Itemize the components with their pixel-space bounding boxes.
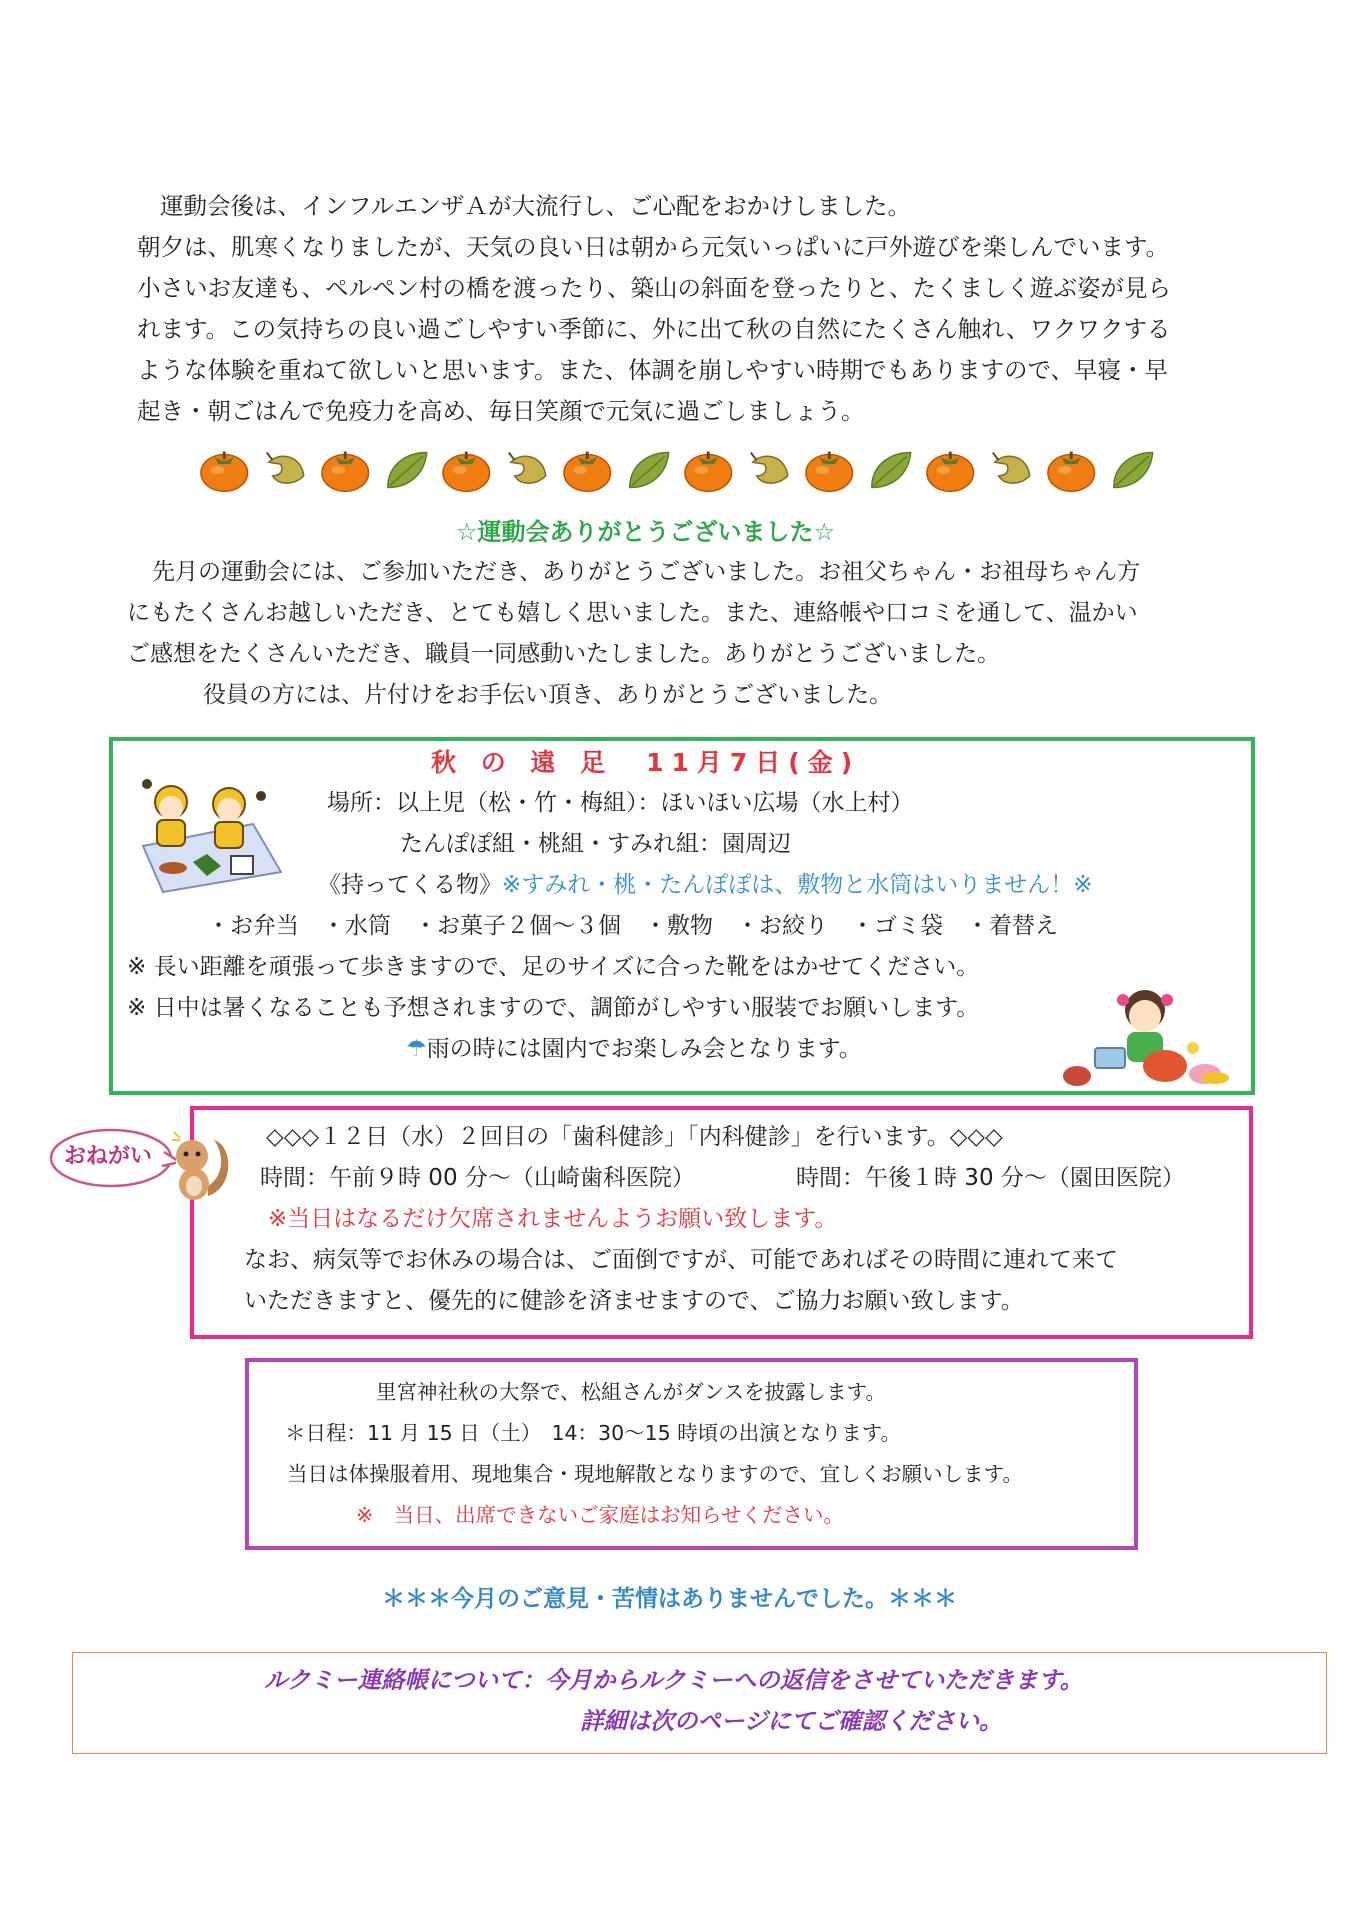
bring-label: 《持ってくる物》 <box>318 872 502 898</box>
persimmon-icon <box>319 446 372 494</box>
opinion-notice: ＊＊＊今月のご意見・苦情はありませんでした。＊＊＊ <box>382 1586 957 1612</box>
leaf-icon <box>380 446 433 494</box>
thanks-heading: ☆運動会ありがとうございました☆ <box>456 518 836 546</box>
excursion-place-younger: たんぽぽ組・桃組・すみれ組：園周辺 <box>400 831 791 857</box>
persimmon-icon <box>1045 446 1098 494</box>
checkup-note-line: なお、病気等でお休みの場合は、ご面倒ですが、可能であればその時間に連れて来て <box>244 1247 1118 1273</box>
thanks-line: にもたくさんお越しいただき、とても嬉しく思いました。また、連絡帳や口コミを通して、温かい <box>127 600 1138 626</box>
lukumi-line: ルクミー連絡帳について：今月からルクミーへの返信をさせていただきます。 <box>264 1666 1084 1694</box>
thanks-line: 役員の方には、片付けをお手伝い頂き、ありがとうございました。 <box>203 682 893 708</box>
picnic-children-illustration <box>133 776 285 896</box>
persimmon-icon <box>198 446 251 494</box>
persimmon-icon <box>682 446 735 494</box>
festival-note: ※ 当日、出席できないご家庭はお知らせください。 <box>356 1503 845 1527</box>
festival-schedule: ＊日程：11 月 15 日（土） 14：30～15 時頃の出演となります。 <box>285 1421 902 1445</box>
curled-leaf-icon <box>259 446 312 494</box>
leaf-icon <box>1106 446 1159 494</box>
excursion-place-older: 場所：以上児（松・竹・梅組）：ほいほい広場（水上村） <box>327 790 914 816</box>
onegai-badge <box>46 1122 176 1194</box>
excursion-rain <box>406 1036 862 1064</box>
umbrella-icon: ☂ <box>406 1036 427 1062</box>
girl-packing-illustration <box>1055 978 1233 1090</box>
intro-line: 小さいお友達も、ペルペン村の橋を渡ったり、築山の斜面を登ったりと、たくましく遊ぶ姿が見ら <box>137 274 1171 302</box>
leaf-icon <box>622 446 675 494</box>
intro-line: ような体験を重ねて欲しいと思います。また、体調を崩しやすい時期でもありますので、早寝・早 <box>137 356 1169 384</box>
excursion-bring <box>318 872 1093 900</box>
squirrel-icon <box>168 1126 234 1204</box>
persimmon-icon <box>924 446 977 494</box>
persimmon-icon <box>440 446 493 494</box>
checkup-time-medical: 時間：午後１時 30 分～（園田医院） <box>796 1165 1185 1191</box>
excursion-note-shoes: ※ 長い距離を頑張って歩きますので、足のサイズに合った靴をはかせてください。 <box>127 954 980 980</box>
persimmon-icon <box>803 446 856 494</box>
curled-leaf-icon <box>501 446 554 494</box>
checkup-note-line: いただきますと、優先的に健診を済ませますので、ご協力お願い致します。 <box>244 1288 1024 1314</box>
festival-line: 当日は体操服着用、現地集合・現地解散となりますので、宜しくお願いします。 <box>287 1462 1023 1486</box>
bring-note: ※すみれ・桃・たんぽぽは、敷物と水筒はいりません！※ <box>502 872 1093 898</box>
intro-line: れます。この気持ちの良い過ごしやすい季節に、外に出て秋の自然にたくさん触れ、ワクワクする <box>137 315 1171 343</box>
persimmon-leaf-border <box>198 445 1158 495</box>
persimmon-icon <box>561 446 614 494</box>
intro-line: 起き・朝ごはんで免疫力を高め、毎日笑顔で元気に過ごしましょう。 <box>137 397 865 425</box>
checkup-warning: ※当日はなるだけ欠席されませんようお願い致します。 <box>268 1206 838 1232</box>
excursion-items-list: ・お弁当 ・水筒 ・お菓子２個～３個 ・敷物 ・お絞り ・ゴミ袋 ・着替え <box>207 913 1058 939</box>
intro-line: 運動会後は、インフルエンザＡが大流行し、ご心配をおかけしました。 <box>160 192 912 220</box>
rain-text: 雨の時には園内でお楽しみ会となります。 <box>426 1036 862 1062</box>
excursion-note-clothes: ※ 日中は暑くなることも予想されますので、調節がしやすい服装でお願いします。 <box>127 995 980 1021</box>
checkup-time-dental: 時間：午前９時 00 分～（山崎歯科医院） <box>260 1165 695 1191</box>
thanks-line: ご感想をたくさんいただき、職員一同感動いたしました。ありがとうございました。 <box>127 641 1001 667</box>
checkup-title: ◇◇◇１２日（水）２回目の「歯科健診」「内科健診」を行います。◇◇◇ <box>266 1124 1003 1150</box>
curled-leaf-icon <box>985 446 1038 494</box>
leaf-icon <box>864 446 917 494</box>
thanks-line: 先月の運動会には、ご参加いただき、ありがとうございました。お祖父ちゃん・お祖母ちゃん方 <box>152 559 1141 585</box>
intro-line: 朝夕は、肌寒くなりましたが、天気の良い日は朝から元気いっぱいに戸外遊びを楽しんでいます。 <box>137 233 1170 261</box>
excursion-title: 秋 の 遠 足 11月7日(金) <box>431 748 861 777</box>
curled-leaf-icon <box>743 446 796 494</box>
lukumi-line: 詳細は次のページにてご確認ください。 <box>580 1707 1003 1735</box>
festival-line: 里宮神社秋の大祭で、松組さんがダンスを披露します。 <box>376 1380 887 1404</box>
onegai-text: おねがい <box>64 1144 153 1169</box>
